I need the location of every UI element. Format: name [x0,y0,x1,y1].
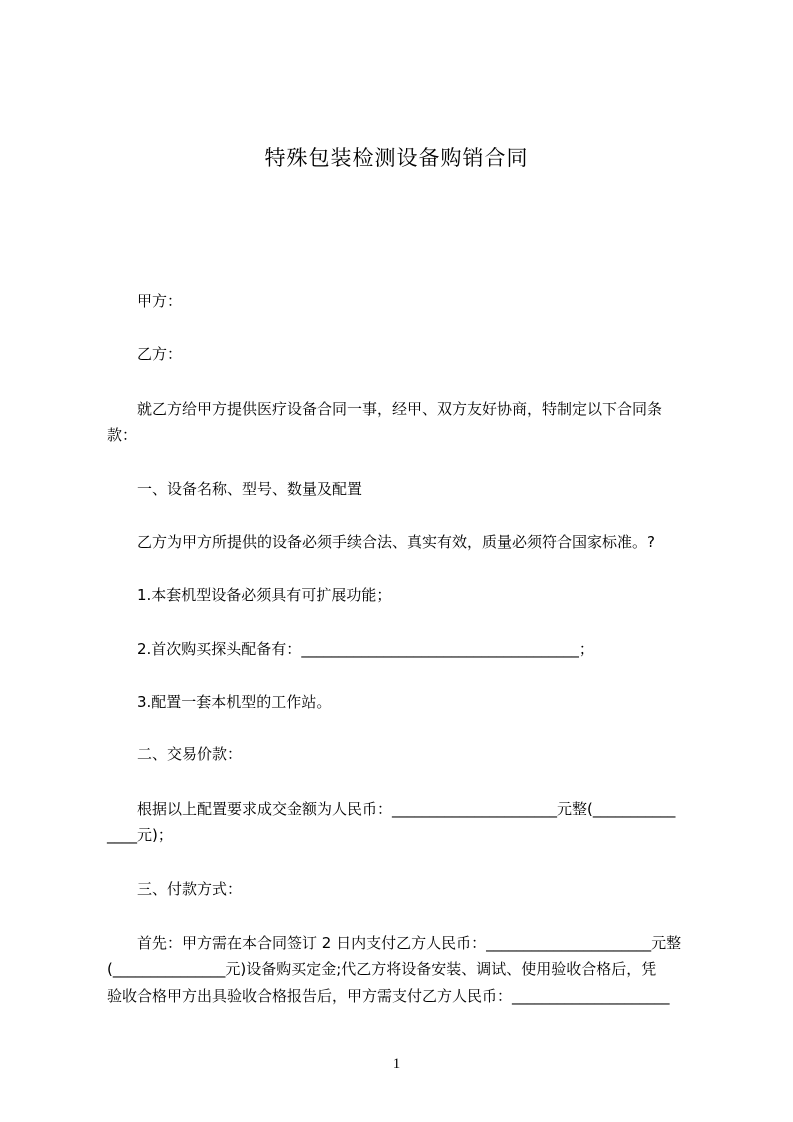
paragraph-payment-line-3: 验收合格甲方出具验收合格报告后，甲方需支付乙方人民币：_____________________ [107,987,670,1005]
document-title: 特殊包装检测设备购销合同 [264,146,529,170]
paragraph-intro-line-2: 款： [107,426,138,444]
list-item-2: 2.首次购买探头配备有：_____________________________________； [137,640,594,658]
party-a-label: 甲方： [137,292,183,310]
paragraph-equipment: 乙方为甲方所提供的设备必须手续合法、真实有效，质量必须符合国家标准。? [137,533,655,551]
section-heading-1: 一、设备名称、型号、数量及配置 [137,480,363,498]
paragraph-payment-line-1: 首先：甲方需在本合同签订 2 日内支付乙方人民币：______________________元整 [137,934,682,952]
paragraph-price-line-1: 根据以上配置要求成交金额为人民币：______________________元整(___________ [137,800,676,818]
list-item-1: 1.本套机型设备必须具有可扩展功能； [137,586,392,604]
section-heading-3: 三、付款方式： [137,880,243,898]
page-number: 1 [392,1056,401,1072]
paragraph-price-line-2: ____元)； [107,826,173,844]
party-b-label: 乙方： [137,345,183,363]
paragraph-intro-line-1: 就乙方给甲方提供医疗设备合同一事，经甲、双方友好协商，特制定以下合同条 [137,400,663,418]
paragraph-payment-line-2: (_______________元)设备购买定金;代乙方将设备安装、调试、使用验收合格后，凭 [107,960,657,978]
list-item-3: 3.配置一套本机型的工作站。 [137,693,332,711]
section-heading-2: 二、交易价款： [137,745,243,763]
